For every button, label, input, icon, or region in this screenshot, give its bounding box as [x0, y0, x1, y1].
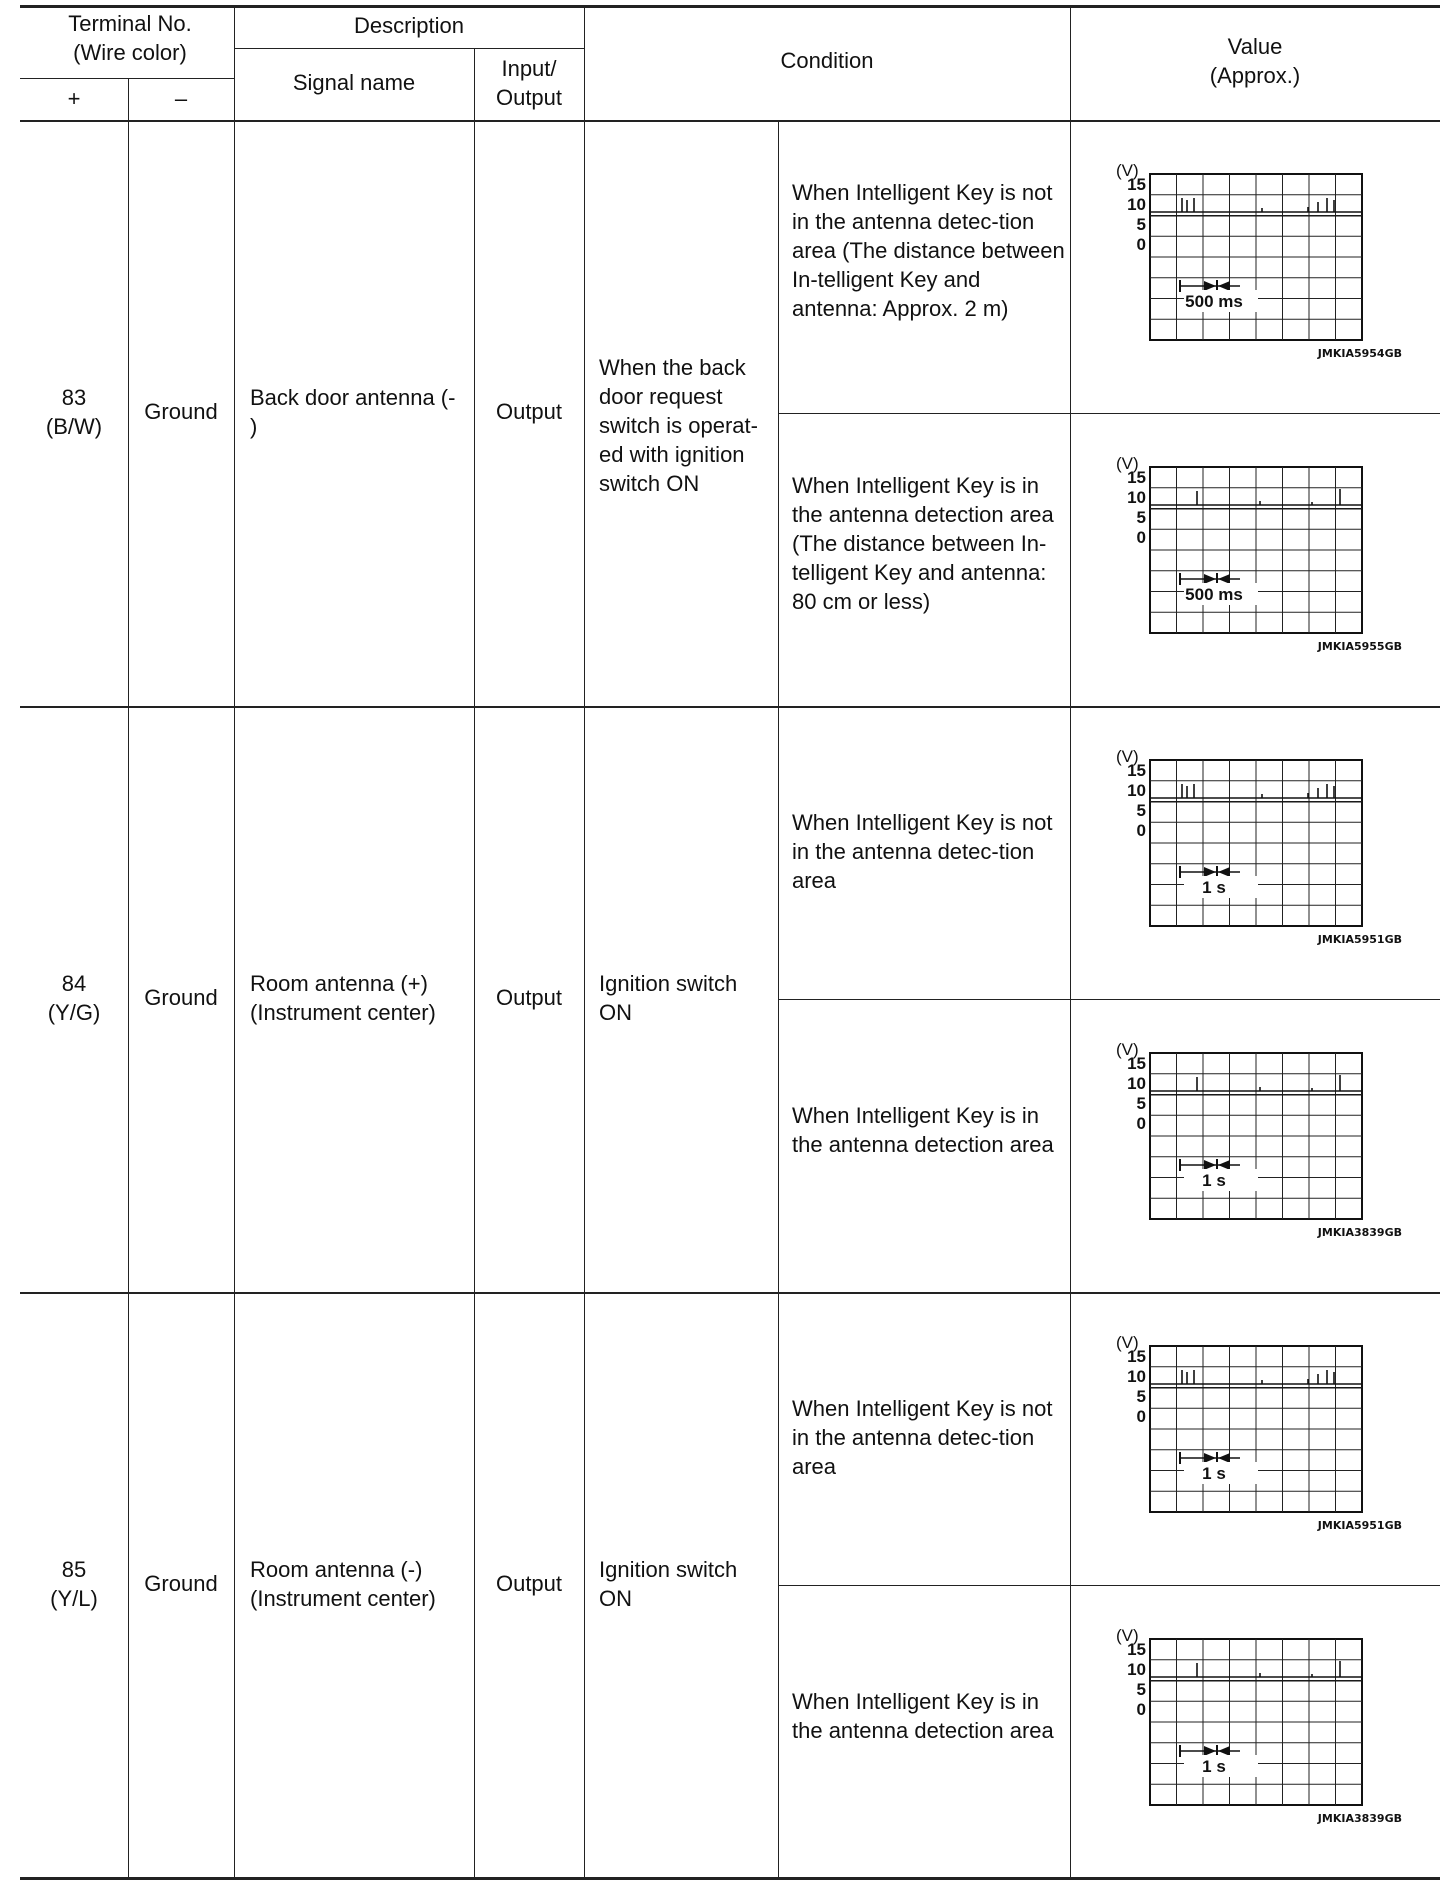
scope-tick-label: 0: [1136, 1407, 1146, 1426]
sub-condition-cell: When Intelligent Key is not in the antenna detec-tion area: [792, 1396, 1053, 1479]
rule-top: [20, 5, 1440, 8]
col-line-2: [234, 5, 235, 1878]
scope-tick-label: 5: [1136, 508, 1146, 527]
terminal-cell: 84 (Y/G): [47, 971, 101, 1025]
time-label: 500 ms: [1185, 585, 1243, 604]
rule-header-bottom: [20, 120, 1440, 122]
scope-tick-label: 5: [1136, 1387, 1146, 1406]
time-label: 1 s: [1202, 1464, 1226, 1483]
scope-tick-label: 15: [1127, 175, 1146, 194]
scope-tick-label: 0: [1136, 1114, 1146, 1133]
waveform-svg: [1112, 746, 1422, 946]
figure-code: JMKIA5951GB: [1317, 1519, 1402, 1532]
col-line-4: [584, 5, 585, 1878]
scope-unit: (V): [1116, 161, 1139, 180]
time-arrowhead: [1204, 281, 1216, 291]
scope-tick-label: 0: [1136, 821, 1146, 840]
waveform-svg: [1112, 1625, 1422, 1825]
ground-cell: Ground: [144, 399, 218, 424]
waveform-svg: [1112, 1039, 1422, 1239]
ground-cell: Ground: [144, 1571, 218, 1596]
scope-tick-label: 10: [1127, 781, 1146, 800]
figure-code: JMKIA5954GB: [1317, 347, 1402, 360]
header-plus: +: [67, 86, 81, 111]
figure-code: JMKIA3839GB: [1317, 1226, 1402, 1239]
time-arrowhead: [1218, 1160, 1230, 1170]
io-cell: Output: [495, 985, 563, 1010]
header-description: Description: [353, 13, 465, 38]
scope-tick-label: 5: [1136, 801, 1146, 820]
figure-code: JMKIA5951GB: [1317, 933, 1402, 946]
scope-unit: (V): [1116, 454, 1139, 473]
sub-condition-cell: When Intelligent Key is not in the antenna detec-tion area (The distance between In-telligent Key and antenna: Approx. 2 m): [792, 180, 1065, 321]
figure-code: JMKIA3839GB: [1317, 1812, 1402, 1825]
rule-terminal: [20, 78, 234, 79]
scope-tick-label: 0: [1136, 528, 1146, 547]
io-cell: Output: [495, 399, 563, 424]
scope-tick-label: 15: [1127, 761, 1146, 780]
waveform-svg: [1112, 160, 1422, 360]
waveform-svg: [1112, 1332, 1422, 1532]
scope-tick-label: 10: [1127, 1074, 1146, 1093]
waveform-chart: [1112, 1625, 1422, 1825]
rule-bottom: [20, 1877, 1440, 1880]
io-cell: Output: [495, 1571, 563, 1596]
scope-tick-label: 15: [1127, 1347, 1146, 1366]
scope-unit: (V): [1116, 1040, 1139, 1059]
waveform-chart: [1112, 746, 1422, 946]
time-arrowhead: [1204, 574, 1216, 584]
time-arrowhead: [1218, 867, 1230, 877]
terminal-cell: 83 (B/W): [45, 385, 103, 439]
sub-condition-cell: When Intelligent Key is not in the antenna detec-tion area: [792, 810, 1053, 893]
time-arrowhead: [1218, 1746, 1230, 1756]
waveform-chart: [1112, 1332, 1422, 1532]
signal-name-cell: Back door antenna (- ): [250, 385, 456, 439]
rule-row-83: [20, 706, 1440, 708]
scope-tick-label: 15: [1127, 468, 1146, 487]
header-minus: –: [174, 86, 188, 111]
signal-name-cell: Room antenna (+) (Instrument center): [250, 971, 436, 1025]
waveform-chart: [1112, 1039, 1422, 1239]
time-arrowhead: [1218, 281, 1230, 291]
header-terminal: Terminal No. (Wire color): [68, 11, 192, 65]
scope-tick-label: 0: [1136, 1700, 1146, 1719]
condition-cell: Ignition switch ON: [599, 971, 738, 1025]
rule-sub-84: [778, 999, 1440, 1000]
rule-sub-83: [778, 413, 1440, 414]
scope-tick-label: 15: [1127, 1640, 1146, 1659]
scope-tick-label: 0: [1136, 235, 1146, 254]
scope-tick-label: 10: [1127, 195, 1146, 214]
time-arrowhead: [1218, 1453, 1230, 1463]
rule-row-84: [20, 1292, 1440, 1294]
time-label: 1 s: [1202, 1171, 1226, 1190]
condition-cell: Ignition switch ON: [599, 1557, 738, 1611]
scope-tick-label: 5: [1136, 1680, 1146, 1699]
header-value: Value (Approx.): [1209, 34, 1301, 88]
rule-sub-85: [778, 1585, 1440, 1586]
condition-cell: When the back door request switch is operat-ed with ignition switch ON: [599, 355, 758, 496]
waveform-chart: [1112, 160, 1422, 360]
col-line-1: [128, 78, 129, 1878]
scope-unit: (V): [1116, 747, 1139, 766]
time-arrowhead: [1204, 1160, 1216, 1170]
time-label: 500 ms: [1185, 292, 1243, 311]
terminal-cell: 85 (Y/L): [50, 1557, 98, 1611]
header-condition: Condition: [780, 48, 874, 73]
ground-cell: Ground: [144, 985, 218, 1010]
time-label: 1 s: [1202, 1757, 1226, 1776]
waveform-chart: [1112, 453, 1422, 653]
time-arrowhead: [1204, 1453, 1216, 1463]
time-arrowhead: [1204, 1746, 1216, 1756]
sub-condition-cell: When Intelligent Key is in the antenna detection area (The distance between In-telligent Key and antenna: 80 cm or less): [792, 473, 1054, 614]
col-line-5: [778, 120, 779, 1878]
col-line-6: [1070, 5, 1071, 1878]
header-input-output: Input/ Output: [495, 56, 563, 110]
time-label: 1 s: [1202, 878, 1226, 897]
sub-condition-cell: When Intelligent Key is in the antenna detection area: [792, 1103, 1054, 1157]
rule-description: [234, 48, 584, 49]
sub-condition-cell: When Intelligent Key is in the antenna detection area: [792, 1689, 1054, 1743]
figure-code: JMKIA5955GB: [1317, 640, 1402, 653]
scope-tick-label: 10: [1127, 1660, 1146, 1679]
scope-tick-label: 5: [1136, 215, 1146, 234]
signal-name-cell: Room antenna (-) (Instrument center): [250, 1557, 436, 1611]
header-signal-name: Signal name: [292, 70, 416, 95]
time-arrowhead: [1204, 867, 1216, 877]
waveform-svg: [1112, 453, 1422, 653]
time-arrowhead: [1218, 574, 1230, 584]
scope-unit: (V): [1116, 1626, 1139, 1645]
scope-tick-label: 10: [1127, 488, 1146, 507]
col-line-3: [474, 48, 475, 1878]
scope-tick-label: 10: [1127, 1367, 1146, 1386]
scope-tick-label: 15: [1127, 1054, 1146, 1073]
scope-unit: (V): [1116, 1333, 1139, 1352]
scope-tick-label: 5: [1136, 1094, 1146, 1113]
